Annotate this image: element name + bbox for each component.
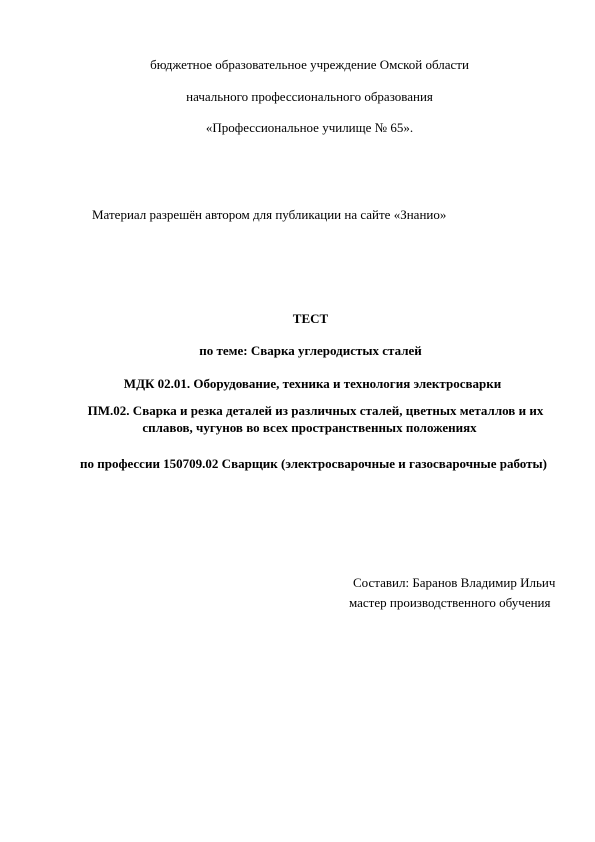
author-name: Составил: Баранов Владимир Ильич — [353, 575, 556, 590]
institution-line-2: начального профессионального образования — [186, 89, 433, 104]
publication-permission-note: Материал разрешён автором для публикации на сайте «Знанио» — [92, 207, 447, 222]
pm-module-line-1: ПМ.02. Сварка и резка деталей из различных сталей, цветных металлов и их — [87, 403, 544, 418]
institution-line-1: бюджетное образовательное учреждение Омской области — [150, 57, 469, 72]
mdk-module: МДК 02.01. Оборудование, техника и технология электросварки — [123, 376, 502, 391]
author-role: мастер производственного обучения — [349, 595, 551, 610]
test-topic: по теме: Сварка углеродистых сталей — [199, 343, 422, 358]
profession: по профессии 150709.02 Сварщик (электросварочные и газосварочные работы) — [80, 456, 547, 471]
pm-module-line-2: сплавов, чугунов во всех пространственных положениях — [142, 420, 477, 435]
institution-line-3: «Профессиональное училище № 65». — [205, 120, 414, 135]
test-title: ТЕСТ — [292, 311, 329, 326]
